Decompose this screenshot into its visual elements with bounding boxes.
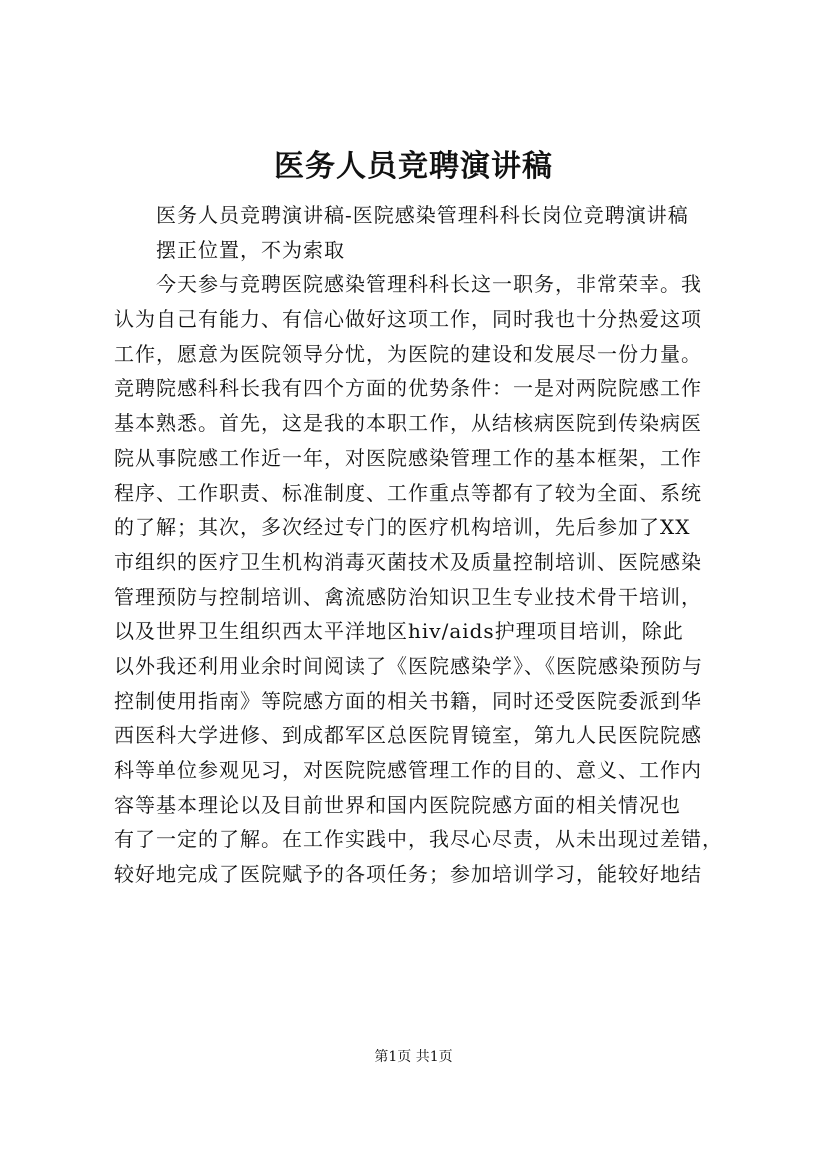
paragraph-line: 控制使用指南》等院感方面的相关书籍，同时还受医院委派到华 (114, 688, 702, 713)
page-footer (0, 1047, 827, 1067)
paragraph-line: 竞聘院感科科长我有四个方面的优势条件：一是对两院院感工作 (114, 376, 702, 401)
paragraph-line: 较好地完成了医院赋予的各项任务；参加培训学习，能较好地结 (114, 862, 702, 887)
paragraph-line: 以外我还利用业余时间阅读了《医院感染学》、《医院感染预防与 (114, 653, 703, 678)
paragraph-line: 院从事院感工作近一年，对医院感染管理工作的基本框架，工作 (114, 445, 702, 470)
paragraph-line: 程序、工作职责、标准制度、工作重点等都有了较为全面、系统 (114, 480, 702, 505)
paragraph-line: 管理预防与控制培训、禽流感防治知识卫生专业技术骨干培训， (114, 584, 702, 609)
paragraph-line: 有了一定的了解。在工作实践中，我尽心尽责，从未出现过差错， (114, 827, 723, 852)
paragraph-line: 科等单位参观见习，对医院院感管理工作的目的、意义、工作内 (114, 758, 702, 782)
document-body (114, 198, 724, 892)
subtitle-line: 医务人员竞聘演讲稿-医院感染管理科科长岗位竞聘演讲稿 (156, 203, 689, 227)
document-title: 医务人员竞聘演讲稿 (274, 149, 553, 184)
paragraph-line: 基本熟悉。首先，这是我的本职工作，从结核病医院到传染病医 (114, 411, 702, 436)
page-number-label: 第1页 共1页 (374, 1049, 453, 1065)
paragraph-line: 认为自己有能力、有信心做好这项工作，同时我也十分热爱这项 (114, 307, 702, 332)
paragraph-line: 工作，愿意为医院领导分忧，为医院的建设和发展尽一份力量。 (114, 341, 702, 366)
paragraph-line: 容等基本理论以及目前世界和国内医院院感方面的相关情况也 (114, 792, 681, 817)
paragraph-line: 今天参与竞聘医院感染管理科科长这一职务，非常荣幸。我 (156, 272, 702, 297)
paragraph-line: 市组织的医疗卫生机构消毒灭菌技术及质量控制培训、医院感染 (114, 549, 702, 574)
section-heading: 摆正位置，不为索取 (156, 237, 345, 262)
paragraph-line: 西医科大学进修、到成都军区总医院胃镜室，第九人民医院院感 (114, 723, 702, 748)
paragraph-line: 以及世界卫生组织西太平洋地区hiv/aids护理项目培训，除此 (114, 619, 684, 644)
paragraph-line: 的了解；其次，多次经过专门的医疗机构培训，先后参加了XX (114, 515, 691, 540)
